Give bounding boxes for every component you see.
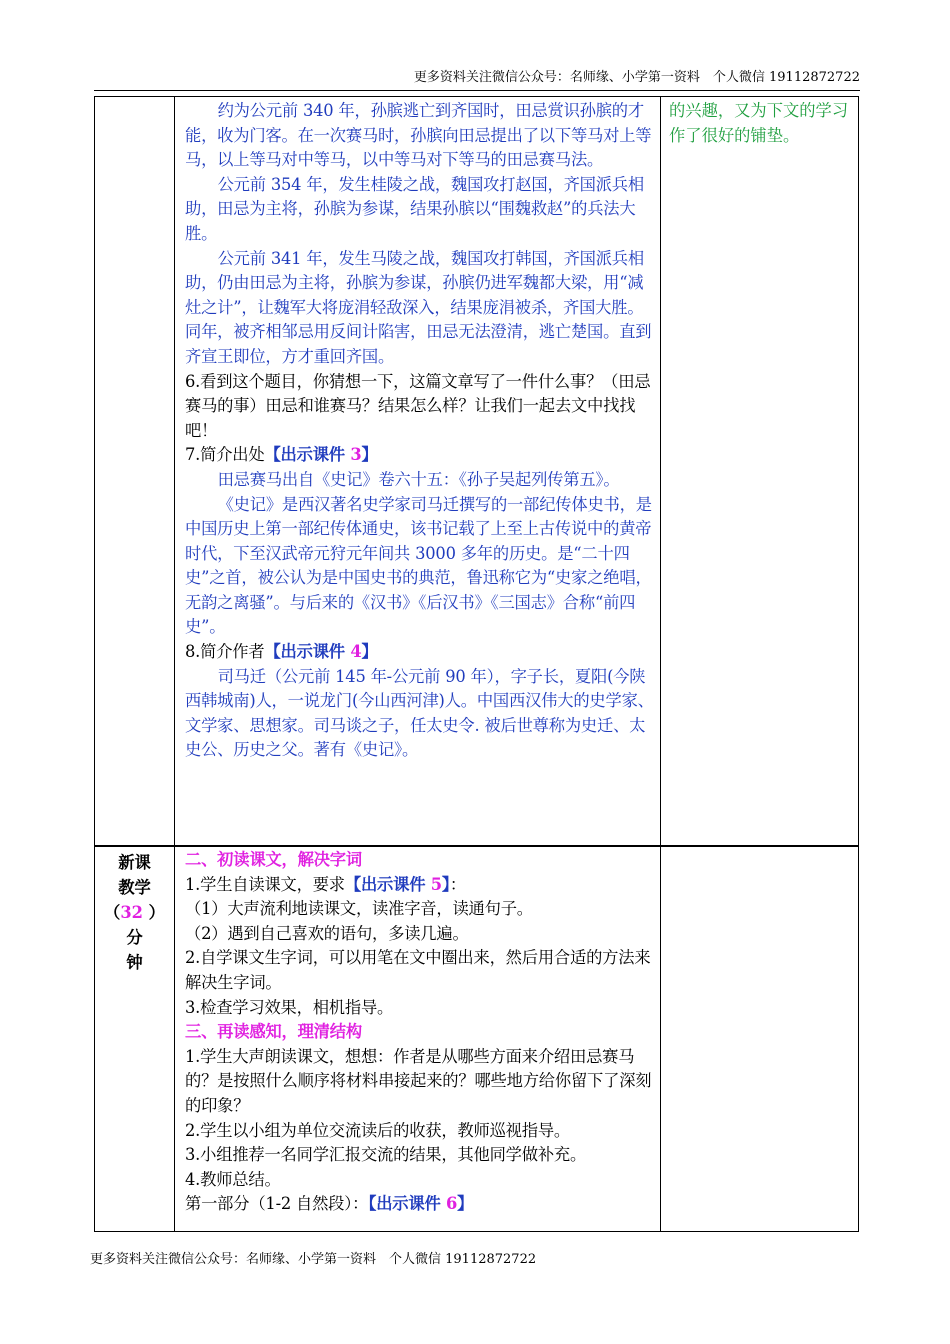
courseware-number: 4 [350, 642, 362, 662]
step-1-label: 1.学生自读课文，要求 [185, 874, 345, 894]
section-heading: 三、再读感知，理清结构 [185, 1022, 362, 1042]
step-1b: （2）遇到自己喜欢的语句，多读几遍。 [185, 923, 469, 943]
stage-minutes: 32 [120, 903, 143, 922]
courseware-tag-close: 】 [361, 445, 378, 465]
stage-paren: （ [104, 903, 121, 922]
courseware-tag: 【出示课件 [368, 1194, 446, 1214]
stage-duration [97, 900, 172, 950]
paragraph-maling: 公元前 341 年，发生马陵之战，魏国攻打韩国，齐国派兵相助，仍由田忌为主将，孙膑为参谋，孙膑仍进军魏都大梁，用“减灶之计”，让魏军大将庞涓轻敌深入，结果庞涓被杀，齐国大胜。同年，被齐相邹忌用反间计陷害，田忌无法澄清，逃亡楚国。直到齐宣王即位，方才重回齐国。 [185, 248, 652, 366]
courseware-tag: 【出示课件 [264, 445, 351, 465]
stage-cell-empty [95, 97, 175, 847]
note-cell: 的兴趣，又为下文的学习作了很好的铺垫。 [661, 97, 859, 847]
step-3: 3.检查学习效果，相机指导。 [185, 997, 394, 1017]
section-heading: 二、初读课文，解决字词 [185, 850, 362, 869]
courseware-tag-close: 】 [457, 1194, 474, 1214]
table-row [95, 97, 859, 847]
note-cell-empty [661, 846, 859, 1232]
task-5-label: 第一部分（1-2 自然段）： [185, 1194, 369, 1214]
step-1 [185, 873, 658, 898]
stage-label-line2: 教学 [118, 878, 151, 897]
task-3: 3.小组推荐一名同学汇报交流的结果，其他同学做补充。 [185, 1145, 587, 1165]
page-footer: 更多资料关注微信公众号：名师缘、小学第一资料 个人微信 19112872722 [90, 1252, 537, 1267]
lesson-table-part2 [94, 845, 859, 1232]
courseware-number: 5 [430, 874, 442, 894]
content-cell [175, 97, 661, 847]
item-7 [185, 443, 658, 468]
task-2: 2.学生以小组为单位交流读后的收获，教师巡视指导。 [185, 1120, 571, 1140]
stage-cell [95, 846, 175, 1232]
paragraph-shiji: 《史记》是西汉著名史学家司马迁撰写的一部纪传体史书，是中国历史上第一部纪传体通史，该书记载了上至上古传说中的黄帝时代，下至汉武帝元狩元年间共 3000 多年的历史。是“二十四史”之首，被公认为是中国史书的典范，鲁迅称它为“史家之绝唱，无韵之离骚”。与后来的《汉书》《后汉书》《三国志》合称“前四史”。 [185, 494, 652, 637]
table-row [95, 846, 859, 1232]
header-divider [94, 90, 860, 91]
item-6: 6.看到这个题目，你猜想一下，这篇文章写了一件什么事？（田忌赛马的事）田忌和谁赛马？结果怎么样？让我们一起去文中找找吧！ [185, 371, 651, 440]
courseware-tag-close: 】 [361, 642, 378, 662]
task-5 [185, 1192, 658, 1217]
courseware-number: 6 [446, 1194, 458, 1214]
page-header: 更多资料关注微信公众号：名师缘、小学第一资料 个人微信 19112872722 [413, 70, 860, 85]
lesson-table-part1 [94, 96, 859, 847]
paragraph-source: 田忌赛马出自《史记》卷六十五：《孙子吴起列传第五》。 [217, 469, 620, 489]
item-8 [185, 640, 658, 665]
paragraph-guiling: 公元前 354 年，发生桂陵之战，魏国攻打赵国，齐国派兵相助，田忌为主将，孙膑为参谋，结果孙膑以“围魏救赵”的兵法大胜。 [185, 174, 644, 243]
task-1: 1.学生大声朗读课文，想想：作者是从哪些方面来介绍田忌赛马的？是按照什么顺序将材料串接起来的？哪些地方给你留下了深刻的印象？ [185, 1046, 652, 1115]
courseware-tag: 【出示课件 [344, 874, 431, 894]
step-1-colon: ： [449, 874, 466, 894]
courseware-tag-close: 】 [441, 874, 450, 894]
courseware-number: 3 [350, 445, 362, 465]
stage-label-line4: 钟 [126, 953, 143, 972]
step-1a: （1）大声流利地读课文，读准字音，读通句子。 [185, 899, 533, 919]
paragraph-sun-bin: 约为公元前 340 年，孙膑逃亡到齐国时，田忌赏识孙膑的才能，收为门客。在一次赛马时，孙膑向田忌提出了以下等马对上等马，以上等马对中等马，以中等马对下等马的田忌赛马法。 [185, 101, 652, 170]
paragraph-author: 司马迁（公元前 145 年-公元前 90 年），字子长，夏阳(今陕西韩城南)人，一说龙门(今山西河津)人。中国西汉伟大的史学家、文学家、思想家。司马谈之子，任太史令. 被后世尊称为史迁、太史公、历史之父。著有《史记》。 [185, 666, 654, 760]
courseware-tag: 【出示课件 [264, 642, 351, 662]
stage-unit: ）分 [126, 903, 165, 947]
item-8-label: 8.简介作者 [185, 642, 265, 662]
item-7-label: 7.简介出处 [185, 445, 265, 465]
content-cell [175, 846, 661, 1232]
task-4: 4.教师总结。 [185, 1169, 281, 1189]
step-2: 2.自学课文生字词，可以用笔在文中圈出来，然后用合适的方法来解决生字词。 [185, 948, 651, 992]
stage-label-line1: 新课 [118, 853, 151, 872]
